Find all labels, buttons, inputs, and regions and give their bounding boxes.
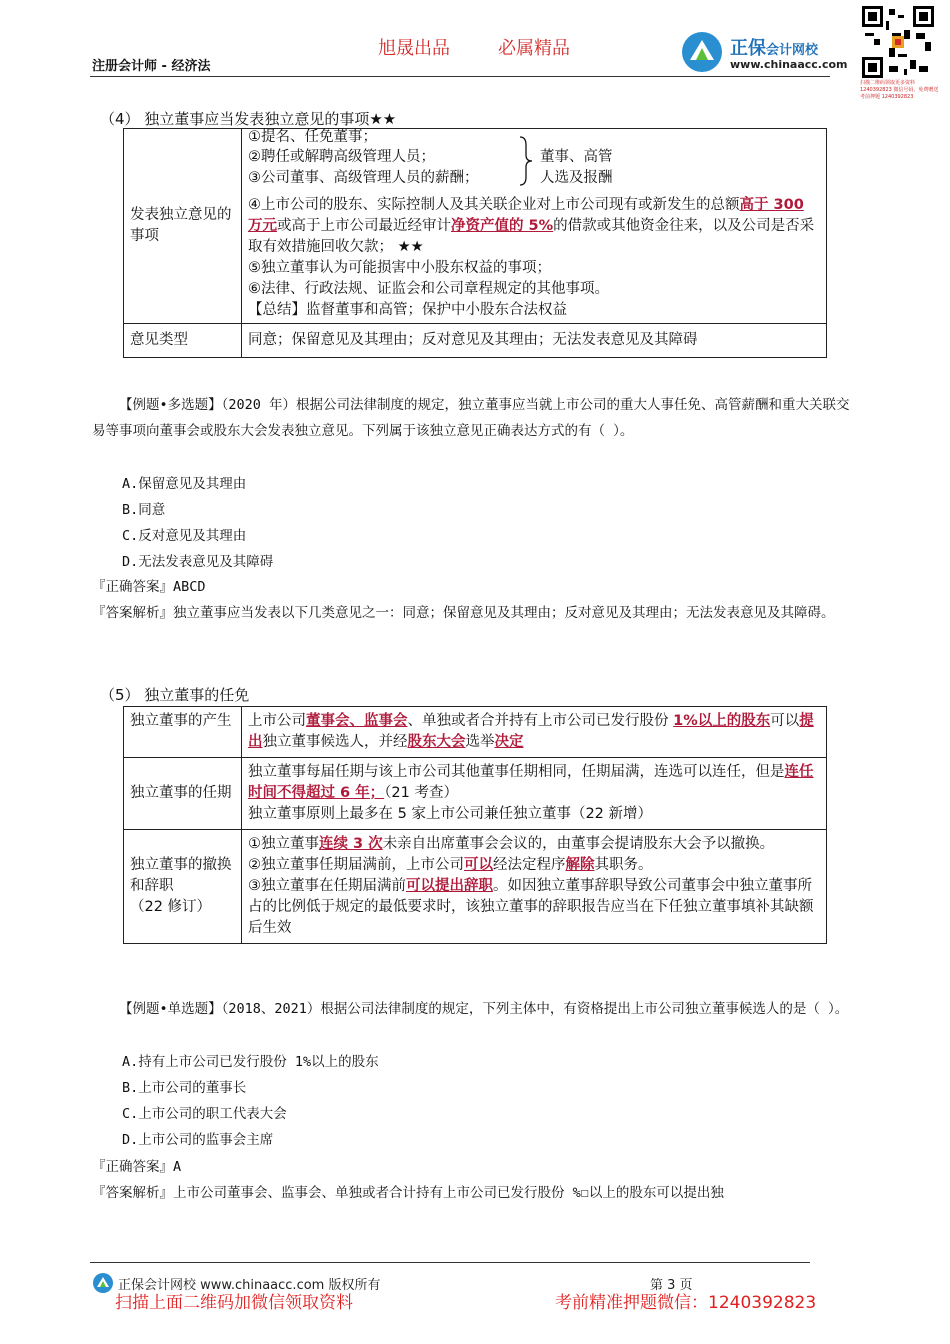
example1-option-c: C.反对意见及其理由 [122,528,247,544]
brace-note-2: 人选及报酬 [540,170,613,186]
row-content: 同意；保留意见及其理由；反对意见及其理由；无法发表意见及其障碍 [242,324,827,358]
footer-divider [90,1262,810,1263]
example2-answer: 『正确答案』A [92,1159,182,1175]
table-row [124,324,827,358]
example2-option-a: A.持有上市公司已发行股份 1%以上的股东 [122,1054,379,1070]
example1-option-d: D.无法发表意见及其障碍 [122,554,274,570]
item-1: ①提名、任免董事； [248,129,377,145]
row-content: ①独立董事连续 3 次未亲自出席董事会会议的，由董事会提请股东大会予以撤换。 ②独立董事任期届满前，上市公司可以经法定程序解除其职务。 ③独立董事在任期届满前可以提出辞职。如因独立董事辞职导致公司董事会中独立董事所占的比例低于规定的最低要求时，该独立董事的辞职报告应当在下任独立董事填补其缺额后生效 [242,830,827,944]
item-2: ②聘任或解聘高级管理人员； [248,149,435,165]
example1-stem: 【例题•多选题】（2020 年）根据公司法律制度的规定，独立董事应当就上市公司的重大人事任免、高管薪酬和重大关联交易等事项向董事会或股东大会发表独立意见。下列属于该独立意见正确表达方式的有（ ）。 [92,397,850,439]
row-label: 独立董事的任期 [124,758,242,830]
section4-title: （4） 独立董事应当发表独立意见的事项★★ [100,110,397,128]
section5-title: （5） 独立董事的任免 [100,686,250,704]
brand-logo [680,28,860,78]
example2-option-c: C.上市公司的职工代表大会 [122,1106,287,1122]
row-content: 独立董事每届任期与该上市公司其他董事任期相同，任期届满，连选可以连任，但是连任时间不得超过 6 年；（21 考查） 独立董事原则上最多在 5 家上市公司兼任独立董事（22 新增） [242,758,827,830]
brand-sub: 会计网校 [766,43,819,58]
row-label: 发表独立意见的事项 [124,129,242,324]
promo-right: 考前精准押题微信：1240392823 [555,1293,817,1313]
row-label: 独立董事的撤换和辞职 （22 修订） [124,830,242,944]
course-title: 注册会计师 - 经济法 [92,59,211,74]
page-number: 第 3 页 [650,1278,693,1293]
chinaacc-logo-icon [680,30,724,74]
row-label: 意见类型 [124,324,242,358]
item-5: ⑤独立董事认为可能损害中小股东权益的事项； [248,260,551,276]
appointment-table [123,706,827,944]
table-row [124,129,827,324]
item-3: ③公司董事、高级管理人员的薪酬； [248,170,479,186]
brace-note-1: 董事、高管 [540,149,613,165]
table-row [124,758,827,830]
footer-copyright: 正保会计网校 www.chinaacc.com 版权所有 [118,1278,381,1293]
qr-code-icon [862,6,934,78]
example1-analysis: 『答案解析』独立董事应当发表以下几类意见之一：同意；保留意见及其理由；反对意见及其理由；无法发表意见及其障碍。 [92,605,835,621]
example2-analysis: 『答案解析』上市公司董事会、监事会、单独或者合计持有上市公司已发行股份 %☐以上的股东可以提出独 [92,1185,724,1201]
qr-note: 扫描二维码领取更多资料 1240392823 微信号码，免费赠送考前押题 1240392823 [860,80,939,100]
example1-answer: 『正确答案』ABCD [92,579,206,595]
table-row [124,830,827,944]
brand-url: www.chinaacc.com [730,58,848,71]
example2-option-d: D.上市公司的监事会主席 [122,1132,274,1148]
slogan-right: 必属精品 [498,38,570,59]
example1-option-a: A.保留意见及其理由 [122,476,247,492]
summary: 【总结】监督董事和高管；保护中小股东合法权益 [248,302,567,318]
chinaacc-logo-icon [92,1272,114,1294]
row-content: 上市公司董事会、监事会、单独或者合并持有上市公司已发行股份 1%以上的股东可以提出独立董事候选人，并经股东大会选举决定 [242,707,827,758]
item-4: ④上市公司的股东、实际控制人及其关联企业对上市公司现有或新发生的总额高于 300 万元或高于上市公司最近经审计净资产值的 5%的借款或其他资金往来，以及公司是否采取有效措施回收欠款； ★★ [248,197,815,255]
promo-left: 扫描上面二维码加微信领取资料 [115,1293,353,1313]
example2-stem: 【例题•单选题】（2018、2021）根据公司法律制度的规定，下列主体中，有资格提出上市公司独立董事候选人的是（ ）。 [119,1001,849,1017]
row-content [242,129,827,324]
example1-option-b: B.同意 [122,502,166,518]
table-row [124,707,827,758]
brace-icon [518,135,534,187]
brand-name: 正保 [730,38,766,59]
slogan-left: 旭晟出品 [378,38,450,59]
item-6: ⑥法律、行政法规、证监会和公司章程规定的其他事项。 [248,281,609,297]
example2-option-b: B.上市公司的董事长 [122,1080,247,1096]
opinion-matters-table [123,128,827,358]
row-label: 独立董事的产生 [124,707,242,758]
